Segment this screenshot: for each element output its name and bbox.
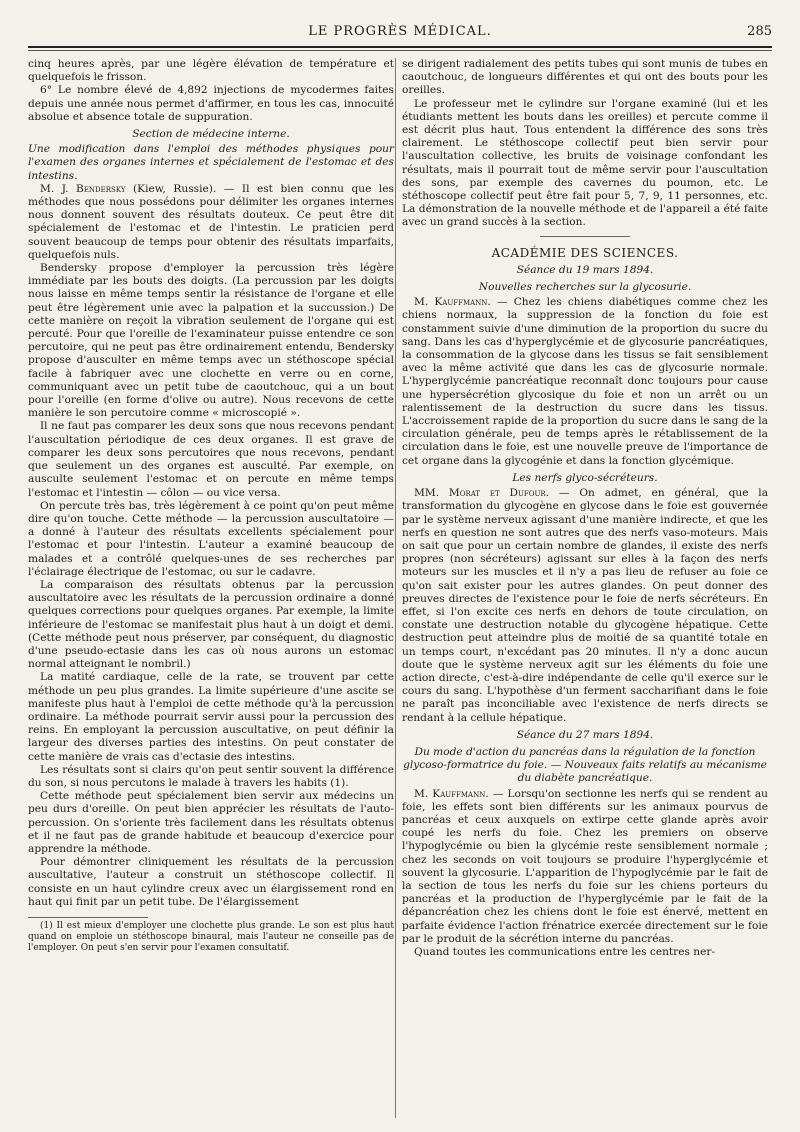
paragraph: On percute très bas, très légèrement à ce point qu'on peut même dire qu'on touche. Cette méthode — la percussion auscultatoire — a donné à l'auteur des résultats excellents spécialement pour l'estomac et pour l'intestin. L'auteur a examiné beaucoup de malades et a contrôlé quelques-unes de ses recherches par l'éclairage électrique de l'estomac, ou sur le cadavre. [28,499,394,578]
page-number: 285 [747,24,772,39]
paragraph-text: (Kiew, Russie). — Il est bien connu que les méthodes que nous possédons pour délimiter les organes internes nous donnent souvent des résultats douteux. Ce peut être dit spécialement de l'estomac et de l'intestin. Le praticien perd souvent beaucoup de temps pour obtenir des résultats imparfaits, quelquefois nuls. [28,182,394,261]
paragraph: cinq heures après, par une légère élévation de température et quelquefois le frisson. [28,58,394,84]
footnote: (1) Il est mieux d'employer une clochette plus grande. Le son est plus haut quand on emploie un stéthoscope binaural, mais l'auteur ne conseille pas de l'employer. On peut s'en servir pour l'examen consultatif. [28,921,394,953]
paragraph: Cette méthode peut spécialement bien servir aux médecins un peu durs d'oreille. On peut bien apprécier les résultats de l'auto-percussion. On s'oriente très facilement dans les résultats obtenus et il ne faut pas de grande habitude et beaucoup d'exercice pour apprendre la méthode. [28,790,394,855]
article-subtitle: Une modification dans l'emploi des méthodes physiques pour l'examen des organes internes et spécialement de l'estomac et des intestins. [28,143,394,182]
article-title: Nouvelles recherches sur la glycosurie. [478,281,692,294]
author-name: M. J. Bendersky [40,182,126,195]
author-name: MM. Morat et Dufour. [414,487,550,500]
author-name: M. Kauffmann. [414,787,489,800]
paragraph-text: — Lorsqu'on sectionne les nerfs qui se rendent au foie, les effets sont bien différents sur les animaux pourvus de pancréas et ceux auxquels on extirpe cette glande après avoir coupé les nerfs du foie. Chez les premiers on observe l'hypoglycémie ou bien la glycémie reste sensiblement normale ; chez les seconds on voit toujours se produire l'hyperglycémie et souvent la glycosurie. L'apparition de l'hypoglycémie par le fait de la section de tous les nerfs du foie sur les chiens porteurs du pancréas et la production de l'hyperglycémie par le fait de la dépancréation chez les chiens dont le foie est énervé, mettent en parfaite évidence l'action frénatrice exercée directement sur le foie par le produit de la sécrétion interne du pancréas. [402,787,768,945]
session-date: Séance du 27 mars 1894. [516,728,654,741]
article-title: Du mode d'action du pancréas dans la régulation de la fonction glycoso-formatrice du foie. — Nouveaux faits relatifs au mécanisme du diabète pancréatique. [403,745,767,785]
paragraph: Il ne faut pas comparer les deux sons que nous recevons pendant l'auscultation périodique de ces deux organes. Il est grave de comparer les deux sons percutoires que nous recevons, pendant que seulement un des organes est ausculté. Par exemple, on ausculte seulement l'estomac et on percute en même temps l'estomac et l'intestin — côlon — ou vice versa. [28,420,394,499]
footnote-rule [28,917,148,918]
header-rule-thin [28,50,772,51]
paragraph [28,183,394,262]
session-date: Séance du 19 mars 1894. [516,263,654,276]
paragraph: Pour démontrer cliniquement les résultats de la percussion auscultative, l'auteur a construit un stéthoscope collectif. Il consiste en un haut cylindre creux avec un élargissement rond en haut qui finit par un petit tube. De l'élargissement [28,856,394,908]
paragraph [402,296,768,468]
right-column [402,58,768,959]
section-title: Section de médecine interne. [132,128,290,141]
paragraph: Le professeur met le cylindre sur l'organe examiné (lui et les étudiants mettent les bouts dans les oreilles) et percute comme il est décrit plus haut. Tous entendent la différence des sons très clairement. Le stéthoscope collectif peut bien servir pour l'auscultation collective, les bruits de voisinage confondant les résultats, mais il pourrait tout de même servir pour l'auscultation des sons, par exemple des cavernes du poumon, etc. Le stéthoscope collectif peut être fait pour 5, 7, 9, 11 personnes, etc. La démonstration de la nouvelle méthode et de l'appareil a été faite avec un grand succès à la section. [402,97,768,229]
column-divider [395,58,396,1118]
paragraph [402,487,768,725]
paragraph: La comparaison des résultats obtenus par la percussion auscultatoire avec les résultats de la percussion ordinaire a donné quelques corrections pour quelques organes. Par exemple, la limite inférieure de l'estomac se manifestait plus haut à un doigt et demi. (Cette méthode peut nous préserver, par conséquent, du diagnostic d'une pseudo-ectasie dans les cas où nous aurons un estomac normal atteignant le nombril.) [28,578,394,671]
author-name: M. Kauffmann. [414,296,491,309]
header-rule [28,46,772,48]
paragraph: 6° Le nombre élevé de 4,892 injections de mycodermes faites depuis une année nous permet d'affirmer, en tous les cas, innocuité absolue et absence totale de suppuration. [28,84,394,123]
academy-heading: ACADÉMIE DES SCIENCES. [491,245,679,260]
paragraph [402,788,768,946]
paragraph: Les résultats sont si clairs qu'on peut sentir souvent la différence du son, si nous percutons le malade à travers les habits (1). [28,763,394,789]
paragraph: Bendersky propose d'employer la percussion très légère immédiate par les bouts des doigts. (La percussion par les doigts nous laisse en même temps sentir la résistance de l'organe et elle peut être légèrement unie avec la palpation et la succussion.) De cette manière on reçoit la vibration seulement de l'organe qui est percuté. Pour que l'oreille de l'examinateur puisse entendre ce son percutoire, qui ne peut pas être ordinairement entendu, Bendersky propose d'ausculter en même temps avec un stéthoscope spécial facile à fabriquer avec une clochette en verre ou en corne, communiquant avec un petit tube de caoutchouc, qui a un bout pour l'oreille (en forme d'olive ou autre). Nous recevons de cette manière le son percutoire comme « microscopié ». [28,262,394,420]
paragraph: se dirigent radialement des petits tubes qui sont munis de tubes en caoutchouc, de longueurs différentes et qui ont des bouts pour les oreilles. [402,58,768,97]
paragraph: Quand toutes les communications entre les centres ner- [414,946,716,958]
paragraph-text: — Chez les chiens diabétiques comme chez les chiens normaux, la suppression de la fonction du foie est constamment suivie d'une diminution de la proportion du sucre du sang. Dans les cas d'hyperglycémie et de glycosurie pancréatiques, la consommation de la glycose dans les tissus se fait sensiblement avec la même activité que dans les cas de glycosurie normale. L'hyperglycémie pancréatique reconnaît donc toujours pour cause une hypersécrétion glycosique du foie et non un arrêt ou un ralentissement de la destruction du sucre dans les tissus. L'accroissement rapide de la proportion du sucre dans le sang de la circulation générale, peu de temps après le rétablissement de la circulation dans le foie, est une nouvelle preuve de l'importance de cet organe dans la glycogénie et dans la fonction glycémique. [402,296,768,467]
left-column [28,58,394,954]
paragraph: La matité cardiaque, celle de la rate, se trouvent par cette méthode un peu plus grandes. La limite supérieure d'une ascite se manifeste plus haut à l'emploi de cette méthode qu'à la percussion ordinaire. La méthode pourrait servir aussi pour la percussion des reins. En employant la percussion auscultative, on peut définir la largeur des diverses parties des intestins. On peut constater de cette manière de vrais cas d'ectasie des intestins. [28,671,394,763]
article-title: Les nerfs glyco-sécréteurs. [512,471,658,484]
section-rule [540,236,630,237]
running-header [28,24,772,44]
journal-title: LE PROGRÈS MÉDICAL. [308,24,492,39]
paragraph-text: — On admet, en général, que la transformation du glycogène en glycose dans le foie est gouvernée par le système nerveux agissant d'une manière indirecte, et que les nerfs en question ne sont autres que des nerfs vaso-moteurs. Mais on sait que pour un certain nombre de glandes, il existe des nerfs propres (non sécréteurs) agissant sur elles à la façon des nerfs moteurs sur les muscles et il n'y a pas lieu de refuser au foie ce qu'on sait exister pour les autres glandes. On peut donner des preuves directes de l'existence pour le foie de nerfs sécréteurs. En effet, si l'on excite ces nerfs en dehors de toute circulation, on constate une destruction notable du glycogène hépatique. Cette destruction peut atteindre plus de moitié de sa quantité totale en un temps court, n'excédant pas 20 minutes. Il n'y a donc aucun doute que le système nerveux agit sur les éléments du foie une action directe, c'est-à-dire indépendante de celle qu'il exerce sur le cours du sang. L'hypothèse d'un ferment saccharifiant dans le foie ne paraît pas inconciliable avec l'existence de nerfs directs se rendant à la cellule hépatique. [402,487,769,724]
